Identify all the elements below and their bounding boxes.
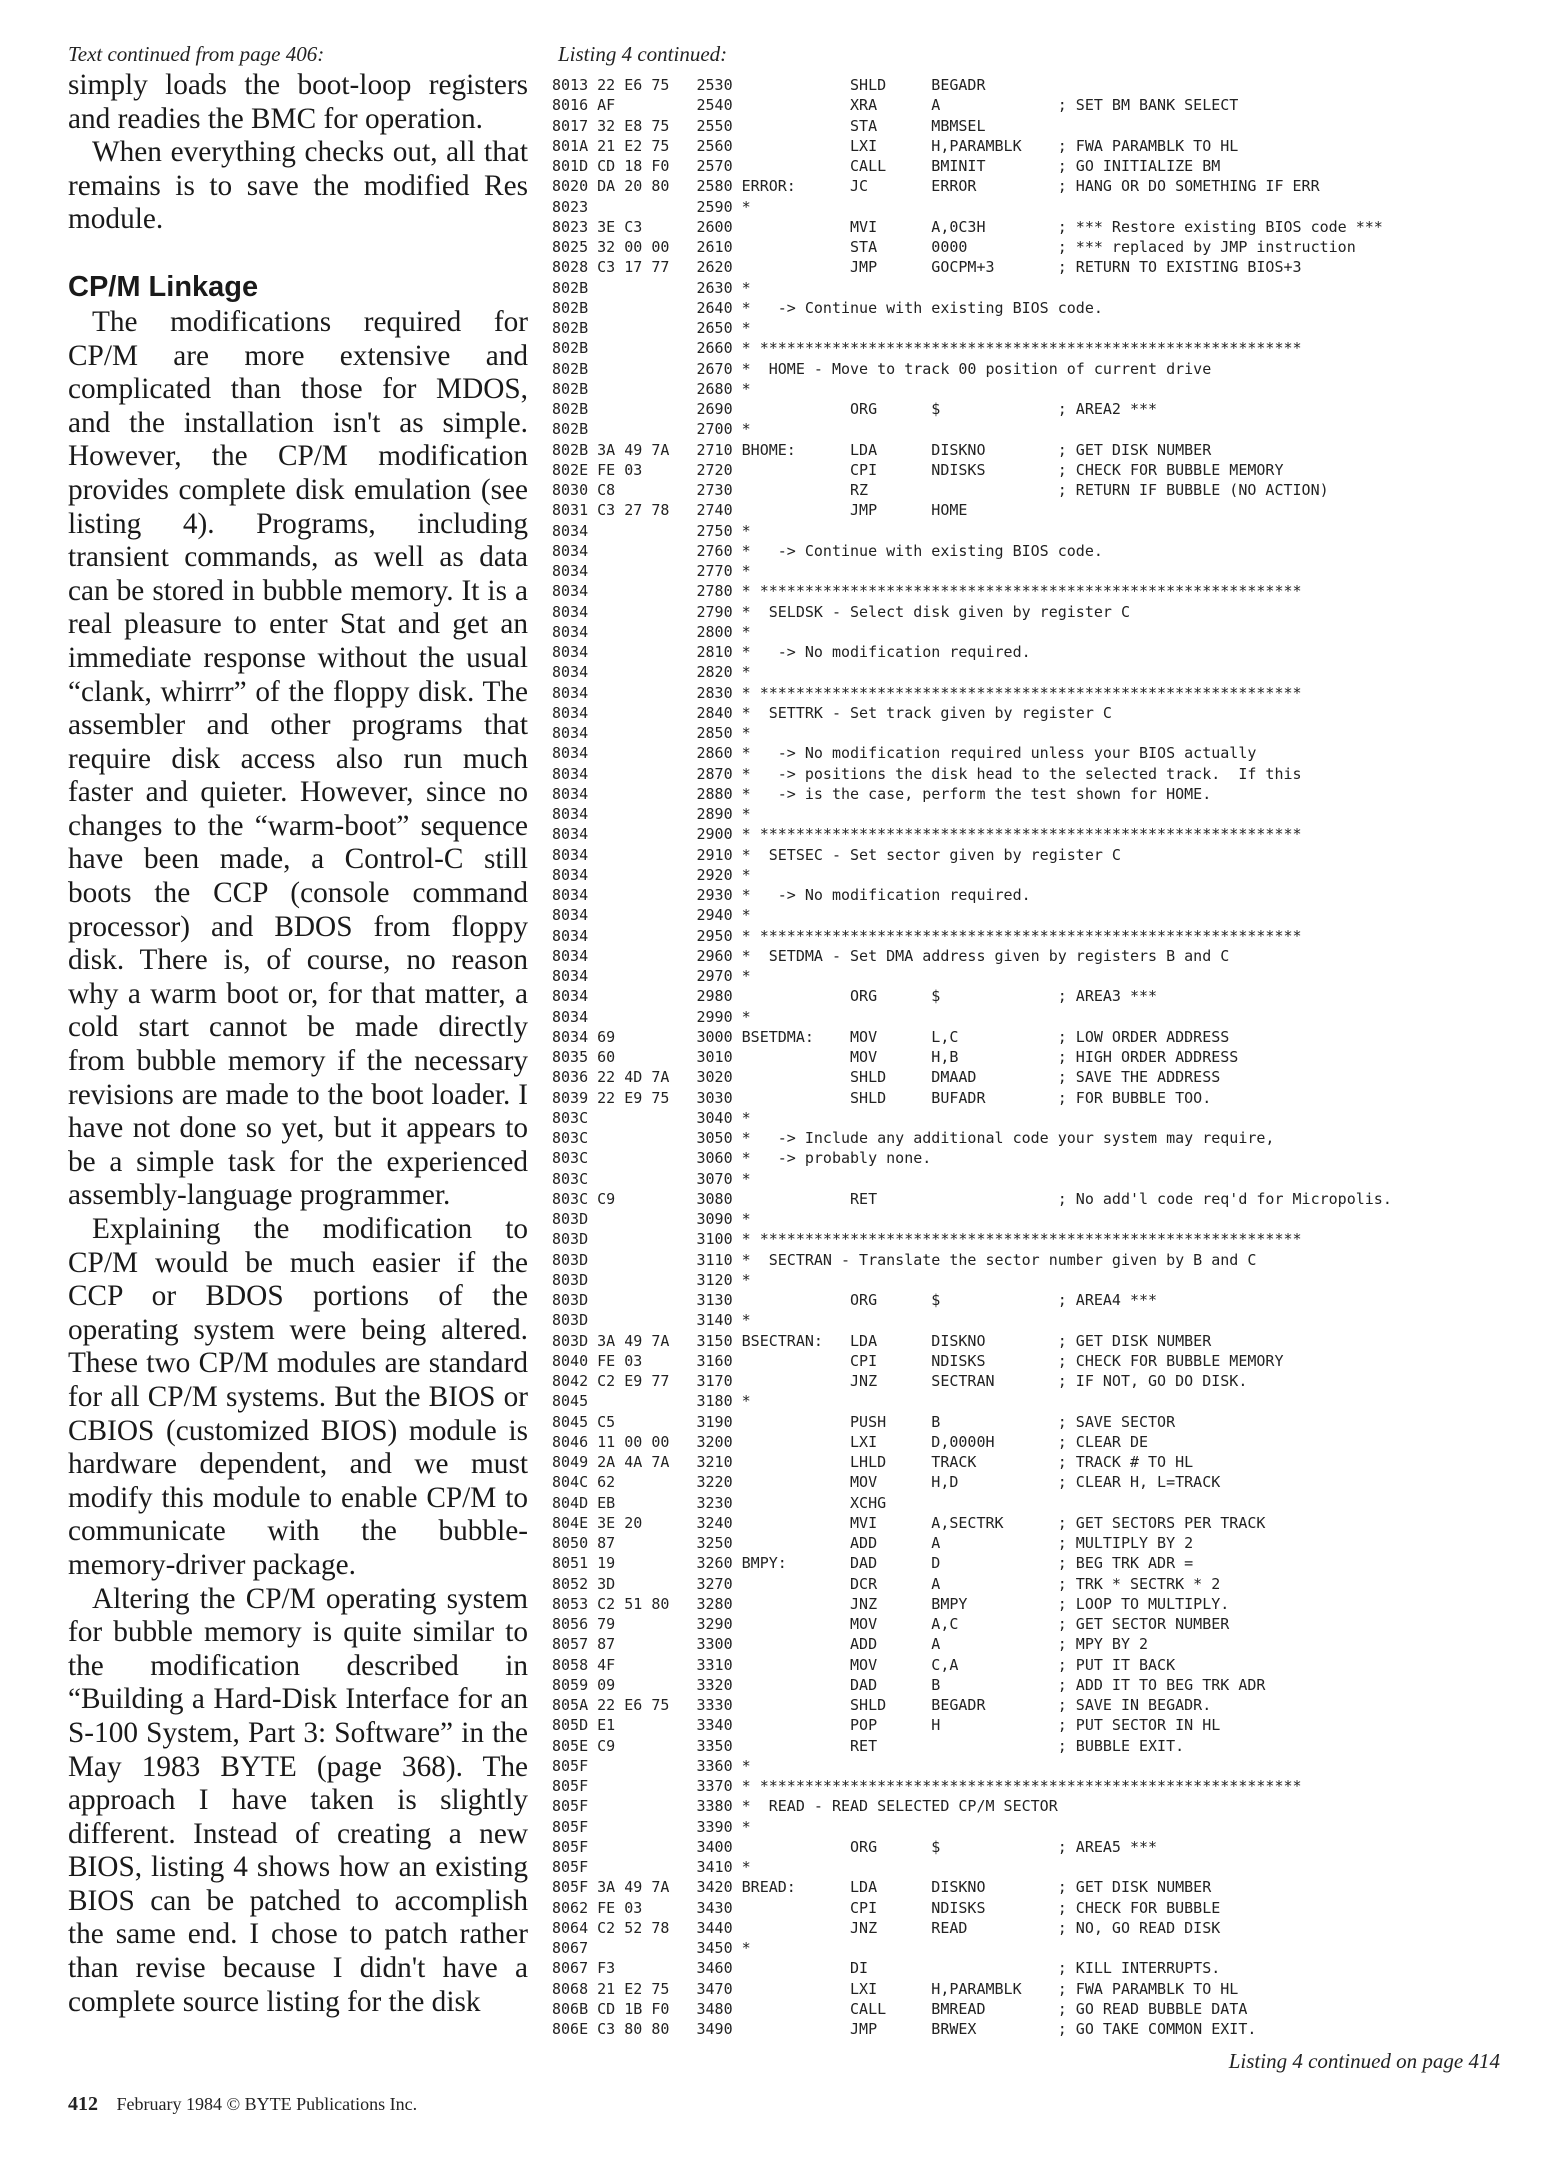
code-line: 8034 2960 * SETDMA - Set DMA address given by registers B and C — [552, 946, 1230, 965]
body-paragraph: The modifications required for CP/M are more extensive and complicated than those for MDOS, and the installation isn't as simple. However, the CP/M modification provides complete disk emulation (see listing 4). Programs, including transient commands, as well as data can be stored in bubble memory. It is a real pleasure to enter Stat and get an immediate response without the usual “clank, whirrr” of the floppy disk. The assembler and other programs that require disk access also run much faster and quieter. However, since no changes to the “warm-boot” sequence have been made, a Control-C still boots the CCP (console command processor) and BDOS from floppy disk. There is, of course, no reason why a warm boot or, for that matter, a cold start cannot be made directly from bubble memory if the necessary revisions are made to the boot loader. I have not done so yet, but it appears to be a simple task for the experienced assembly-language programmer. — [68, 305, 528, 1212]
code-line: 8040 FE 03 3160 CPI NDISKS ; CHECK FOR BUBBLE MEMORY — [552, 1351, 1284, 1370]
code-line: 8031 C3 27 78 2740 JMP HOME — [552, 501, 968, 520]
page-footer — [68, 2093, 417, 2116]
code-line: 8034 2810 * -> No modification required. — [552, 643, 1031, 661]
code-line: 8034 2980 ORG $ ; AREA3 *** — [552, 987, 1158, 1006]
code-line: 806E C3 80 80 3490 JMP BRWEX ; GO TAKE COMMON EXIT. — [552, 2020, 1257, 2038]
code-line: 8034 2900 * ************************************************************ — [552, 825, 1302, 844]
code-line: 8056 79 3290 MOV A,C ; GET SECTOR NUMBER — [552, 1615, 1230, 1633]
code-line: 8034 2820 * — [552, 663, 751, 682]
code-line: 8034 2990 * — [552, 1007, 751, 1026]
code-line: 8023 2590 * — [552, 197, 751, 216]
body-paragraph: Explaining the modification to CP/M would be much easier if the CCP or BDOS portions of the operating system were being altered. These two CP/M modules are standard for all CP/M systems. But the BIOS or CBIOS (customized BIOS) module is hardware dependent, and we must modify this module to enable CP/M to communicate with the bubble-memory-driver package. — [68, 1213, 528, 1581]
code-line: 805F 3370 * ************************************************************ — [552, 1777, 1302, 1795]
code-line: 805F 3360 * — [552, 1756, 751, 1775]
code-line: 8034 2910 * SETSEC - Set sector given by register C — [552, 845, 1121, 864]
code-line: 805F 3380 * READ - READ SELECTED CP/M SECTOR — [552, 1797, 1058, 1816]
code-line: 803C 3040 * — [552, 1108, 751, 1127]
code-line: 803C C9 3080 RET ; No add'l code req'd for Micropolis. — [552, 1189, 1392, 1208]
code-line: 805F 3400 ORG $ ; AREA5 *** — [552, 1837, 1158, 1856]
code-line: 802B 2660 * ************************************************************ — [552, 339, 1302, 358]
code-line: 802B 2690 ORG $ ; AREA2 *** — [552, 400, 1158, 418]
code-line: 8068 21 E2 75 3470 LXI H,PARAMBLK ; FWA PARAMBLK TO HL — [552, 1979, 1239, 1998]
code-line: 805F 3A 49 7A 3420 BREAD: LDA DISKNO ; GET DISK NUMBER — [552, 1878, 1212, 1897]
code-line: 804C 62 3220 MOV H,D ; CLEAR H, L=TRACK — [552, 1473, 1221, 1492]
code-line: 8016 AF 2540 XRA A ; SET BM BANK SELECT — [552, 96, 1239, 115]
code-line: 8034 2790 * SELDSK - Select disk given by register C — [552, 602, 1130, 621]
code-line: 803D 3090 * — [552, 1210, 751, 1228]
listing-column — [552, 42, 1512, 2074]
code-line: 8050 87 3250 ADD A ; MULTIPLY BY 2 — [552, 1534, 1194, 1552]
code-line: 8064 C2 52 78 3440 JNZ READ ; NO, GO READ DISK — [552, 1918, 1221, 1937]
listing-title: Listing 4 continued: — [558, 42, 728, 66]
code-line: 8034 2860 * -> No modification required unless your BIOS actually — [552, 744, 1257, 763]
intro-paragraph: simply loads the boot-loop registers and readies the BMC for operation. — [68, 69, 528, 135]
code-line: 8028 C3 17 77 2620 JMP GOCPM+3 ; RETURN TO EXISTING BIOS+3 — [552, 258, 1302, 277]
code-line: 802B 2670 * HOME - Move to track 00 position of current drive — [552, 359, 1212, 378]
code-line: 8034 2940 * — [552, 906, 751, 925]
code-line: 8045 C5 3190 PUSH B ; SAVE SECTOR — [552, 1412, 1176, 1431]
code-line: 8042 C2 E9 77 3170 JNZ SECTRAN ; IF NOT, GO DO DISK. — [552, 1372, 1248, 1390]
code-line: 8045 3180 * — [552, 1392, 751, 1411]
code-line: 805A 22 E6 75 3330 SHLD BEGADR ; SAVE IN BEGADR. — [552, 1696, 1212, 1714]
code-line: 8058 4F 3310 MOV C,A ; PUT IT BACK — [552, 1655, 1176, 1674]
code-line: 8059 09 3320 DAD B ; ADD IT TO BEG TRK ADR — [552, 1675, 1266, 1694]
code-line: 8020 DA 20 80 2580 ERROR: JC ERROR ; HANG OR DO SOMETHING IF ERR — [552, 177, 1320, 196]
code-line: 805F 3410 * — [552, 1858, 751, 1876]
code-line: 8034 2850 * — [552, 724, 751, 742]
code-line: 805D E1 3340 POP H ; PUT SECTOR IN HL — [552, 1716, 1221, 1735]
code-line: 8034 2870 * -> positions the disk head to the selected track. If this — [552, 764, 1302, 783]
code-line: 8034 2950 * ************************************************************ — [552, 926, 1302, 945]
code-line: 806B CD 1B F0 3480 CALL BMREAD ; GO READ BUBBLE DATA — [552, 1999, 1248, 2018]
code-line: 8034 2920 * — [552, 865, 751, 884]
code-line: 802E FE 03 2720 CPI NDISKS ; CHECK FOR BUBBLE MEMORY — [552, 460, 1284, 479]
code-line: 8034 2780 * ************************************************************ — [552, 582, 1302, 601]
code-line: 8034 2830 * ************************************************************ — [552, 683, 1302, 702]
code-line: 8034 2770 * — [552, 562, 751, 580]
code-line: 802B 2630 * — [552, 278, 751, 297]
code-line: 8013 22 E6 75 2530 SHLD BEGADR — [552, 76, 986, 94]
code-line: 802B 2640 * -> Continue with existing BIOS code. — [552, 298, 1103, 317]
code-line: 8053 C2 51 80 3280 JNZ BMPY ; LOOP TO MULTIPLY. — [552, 1594, 1230, 1613]
code-line: 8023 3E C3 2600 MVI A,0C3H ; *** Restore existing BIOS code *** — [552, 217, 1383, 236]
code-line: 8049 2A 4A 7A 3210 LHLD TRACK ; TRACK # TO HL — [552, 1453, 1194, 1471]
code-line: 8036 22 4D 7A 3020 SHLD DMAAD ; SAVE THE ADDRESS — [552, 1068, 1221, 1087]
code-line: 8017 32 E8 75 2550 STA MBMSEL — [552, 116, 986, 135]
intro-paragraph: When everything checks out, all that remains is to save the modified Res module. — [68, 136, 528, 236]
code-line: 802B 2650 * — [552, 319, 751, 337]
code-listing — [552, 75, 1512, 2039]
code-line: 803C 3070 * — [552, 1169, 751, 1188]
body-paragraph: Altering the CP/M operating system for bubble memory is quite similar to the modification described in “Building a Hard-Disk Interface for an S-100 System, Part 3: Software” in the May 1983 BYTE (page 368). The approach I have taken is slightly different. Instead of creating a new BIOS, listing 4 shows how an existing BIOS can be patched to accomplish the same end. I chose to patch rather than revise because I didn't have a complete source listing for the disk — [68, 1582, 528, 2018]
code-line: 803C 3050 * -> Include any additional code your system may require, — [552, 1129, 1275, 1147]
code-line: 8052 3D 3270 DCR A ; TRK * SECTRK * 2 — [552, 1574, 1221, 1593]
code-line: 803D 3100 * ************************************************************ — [552, 1230, 1302, 1249]
code-line: 803D 3A 49 7A 3150 BSECTRAN: LDA DISKNO ; GET DISK NUMBER — [552, 1331, 1212, 1350]
code-line: 803C 3060 * -> probably none. — [552, 1149, 932, 1168]
code-line: 8051 19 3260 BMPY: DAD D ; BEG TRK ADR = — [552, 1554, 1194, 1573]
code-line: 8046 11 00 00 3200 LXI D,0000H ; CLEAR DE — [552, 1432, 1149, 1451]
code-line: 8034 2840 * SETTRK - Set track given by register C — [552, 703, 1112, 722]
code-line: 8067 F3 3460 DI ; KILL INTERRUPTS. — [552, 1959, 1221, 1978]
section-heading: CP/M Linkage — [68, 270, 259, 303]
code-line: 802B 2700 * — [552, 420, 751, 439]
code-line: 802B 3A 49 7A 2710 BHOME: LDA DISKNO ; GET DISK NUMBER — [552, 440, 1212, 459]
code-line: 803D 3110 * SECTRAN - Translate the sector number given by B and C — [552, 1250, 1257, 1269]
code-line: 803D 3140 * — [552, 1311, 751, 1330]
code-line: 801D CD 18 F0 2570 CALL BMINIT ; GO INITIALIZE BM — [552, 157, 1221, 175]
listing-continued-note: Listing 4 continued on page 414 — [1228, 2049, 1500, 2074]
code-line: 8034 2930 * -> No modification required. — [552, 886, 1031, 904]
code-line: 803D 3130 ORG $ ; AREA4 *** — [552, 1291, 1158, 1309]
code-line: 8034 2760 * -> Continue with existing BIOS code. — [552, 541, 1103, 560]
code-line: 802B 2680 * — [552, 379, 751, 398]
code-line: 8034 2800 * — [552, 622, 751, 641]
code-line: 8034 2880 * -> is the case, perform the test shown for HOME. — [552, 784, 1212, 803]
code-line: 8062 FE 03 3430 CPI NDISKS ; CHECK FOR BUBBLE — [552, 1898, 1221, 1917]
code-line: 804E 3E 20 3240 MVI A,SECTRK ; GET SECTORS PER TRACK — [552, 1513, 1266, 1532]
code-line: 8035 60 3010 MOV H,B ; HIGH ORDER ADDRESS — [552, 1048, 1239, 1066]
code-line: 8034 2970 * — [552, 967, 751, 985]
code-line: 8034 2750 * — [552, 521, 751, 540]
continued-from-note: Text continued from page 406: — [68, 42, 325, 66]
page-number: 412 — [68, 2093, 98, 2115]
code-line: 8034 2890 * — [552, 805, 751, 823]
code-line: 8067 3450 * — [552, 1939, 751, 1957]
code-line: 805F 3390 * — [552, 1817, 751, 1836]
code-line: 805E C9 3350 RET ; BUBBLE EXIT. — [552, 1736, 1185, 1755]
code-line: 8057 87 3300 ADD A ; MPY BY 2 — [552, 1635, 1149, 1654]
code-line: 8025 32 00 00 2610 STA 0000 ; *** replaced by JMP instruction — [552, 238, 1356, 256]
code-line: 801A 21 E2 75 2560 LXI H,PARAMBLK ; FWA PARAMBLK TO HL — [552, 136, 1239, 155]
code-line: 8039 22 E9 75 3030 SHLD BUFADR ; FOR BUBBLE TOO. — [552, 1088, 1212, 1107]
code-line: 803D 3120 * — [552, 1270, 751, 1289]
code-line: 804D EB 3230 XCHG — [552, 1493, 887, 1512]
publication-line: February 1984 © BYTE Publications Inc. — [116, 2094, 418, 2114]
code-line: 8030 C8 2730 RZ ; RETURN IF BUBBLE (NO ACTION) — [552, 481, 1329, 499]
code-line: 8034 69 3000 BSETDMA: MOV L,C ; LOW ORDER ADDRESS — [552, 1027, 1230, 1046]
article-text-column — [68, 42, 528, 2019]
